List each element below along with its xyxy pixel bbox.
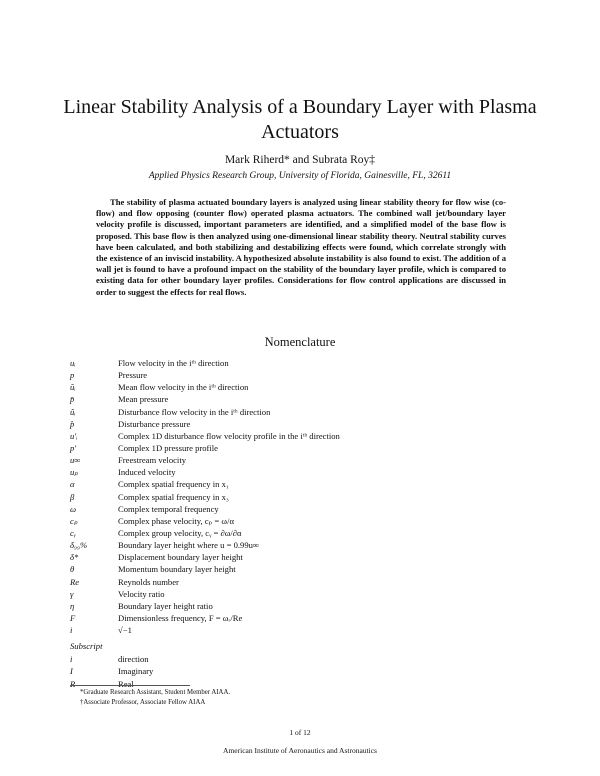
nomenclature-symbol: ω bbox=[70, 503, 77, 514]
subscript-heading: Subscript bbox=[70, 641, 103, 652]
page-number: 1 of 12 bbox=[289, 728, 311, 737]
nomenclature-definition: Complex spatial frequency in x₃ bbox=[118, 491, 229, 502]
nomenclature-symbol: η bbox=[70, 600, 75, 611]
nomenclature-row bbox=[70, 491, 540, 503]
nomenclature-symbol: ūᵢ bbox=[70, 382, 76, 393]
nomenclature-symbol: α bbox=[70, 479, 75, 490]
nomenclature-symbol: I bbox=[70, 666, 73, 677]
nomenclature-row bbox=[70, 466, 540, 478]
nomenclature-symbol: p̄ bbox=[70, 394, 75, 405]
paper-title: Linear Stability Analysis of a Boundary Layer with Plasma Actuators bbox=[63, 96, 537, 143]
nomenclature-definition: Complex 1D disturbance flow velocity profile in the iᵗʰ direction bbox=[118, 430, 340, 441]
nomenclature-symbol: i bbox=[70, 654, 73, 665]
nomenclature-row bbox=[70, 369, 540, 381]
footer-organization: American Institute of Aeronautics and Astronautics bbox=[223, 746, 377, 755]
nomenclature-heading: Nomenclature bbox=[264, 335, 336, 349]
nomenclature-symbol: δ* bbox=[70, 552, 79, 563]
nomenclature-definition: Flow velocity in the iᵗʰ direction bbox=[118, 358, 229, 368]
nomenclature-symbol: u′ᵢ bbox=[70, 430, 78, 441]
nomenclature-row bbox=[70, 665, 540, 677]
author-list: Mark Riherd* and Subrata Roy‡ bbox=[224, 154, 376, 166]
nomenclature-row bbox=[70, 442, 540, 454]
footnote-divider bbox=[70, 685, 190, 686]
nomenclature-definition: Mean pressure bbox=[118, 394, 169, 405]
nomenclature-definition: Imaginary bbox=[118, 666, 154, 677]
nomenclature-row bbox=[70, 357, 540, 369]
nomenclature-row bbox=[70, 454, 540, 466]
nomenclature-row bbox=[70, 406, 540, 418]
nomenclature-row bbox=[70, 393, 540, 405]
nomenclature-symbol: uᵢ bbox=[70, 358, 76, 368]
nomenclature-definition: Velocity ratio bbox=[118, 588, 165, 599]
nomenclature-symbol: γ bbox=[70, 588, 74, 599]
nomenclature-symbol: p′ bbox=[70, 442, 77, 453]
nomenclature-symbol: u∞ bbox=[70, 455, 81, 466]
nomenclature-symbol: F bbox=[70, 612, 76, 623]
footnote: †Associate Professor, Associate Fellow AIAA bbox=[80, 699, 206, 706]
nomenclature-row bbox=[70, 653, 540, 665]
nomenclature-row bbox=[70, 539, 540, 551]
nomenclature-definition: Momentum boundary layer height bbox=[118, 564, 236, 575]
nomenclature-definition: Real bbox=[118, 678, 134, 689]
nomenclature-definition: Mean flow velocity in the iᵗʰ direction bbox=[118, 382, 249, 393]
nomenclature-row bbox=[70, 418, 540, 430]
nomenclature-row bbox=[70, 515, 540, 527]
footnote: *Graduate Research Assistant, Student Member AIAA. bbox=[80, 689, 231, 696]
footnotes bbox=[80, 688, 230, 708]
nomenclature-definition: Displacement boundary layer height bbox=[118, 552, 243, 563]
nomenclature-definition: Reynolds number bbox=[118, 576, 179, 587]
nomenclature-definition: Complex temporal frequency bbox=[118, 503, 219, 514]
nomenclature-definition: Boundary layer height ratio bbox=[118, 600, 213, 611]
nomenclature-row bbox=[70, 478, 540, 490]
nomenclature-symbol: cₚ bbox=[70, 515, 78, 526]
abstract: The stability of plasma actuated boundary layers is analyzed using linear stability theory for flow wise (co-flow) and flow opposing (counter flow) operated plasma actuators. The combined wall jet/boundary layer velocity profile is discussed, important parameters are identified, and a simplified model of the base flow is proposed. This base flow is then analyzed using one-dimensional linear stability theory. Neutral stability curves have been calculated, and both stabilizing and destabilizing effects were found, which correlate strongly with the existence of an inviscid instability. A hypothesized absolute instability is also found to exist. The addition of a wall jet is found to have a profound impact on the stability of the boundary layer profile, which is compared to existing data for other boundary layer profiles. Considerations for flow control applications are discussed in order to suggest the effects for real flows. bbox=[96, 197, 507, 297]
nomenclature-definition: Complex spatial frequency in x₁ bbox=[118, 479, 229, 490]
nomenclature-symbol: β bbox=[70, 491, 75, 502]
nomenclature-definition: Induced velocity bbox=[118, 467, 176, 478]
nomenclature-definition: Freestream velocity bbox=[118, 455, 187, 466]
nomenclature-row bbox=[70, 527, 540, 539]
nomenclature-definition: Complex phase velocity, cₚ = ω/α bbox=[118, 515, 234, 526]
nomenclature-row bbox=[70, 551, 540, 563]
nomenclature-row bbox=[70, 381, 540, 393]
nomenclature-row bbox=[70, 563, 540, 575]
nomenclature-symbol: p bbox=[70, 370, 75, 381]
nomenclature-definition: direction bbox=[118, 654, 149, 665]
nomenclature-symbol: ûᵢ bbox=[70, 406, 76, 417]
nomenclature-row bbox=[70, 503, 540, 515]
nomenclature-symbol: uₚ bbox=[70, 467, 78, 478]
nomenclature-definition: Complex 1D pressure profile bbox=[118, 442, 218, 453]
nomenclature-symbol: R bbox=[70, 678, 76, 689]
nomenclature-definition: Disturbance flow velocity in the iᵗʰ direction bbox=[118, 406, 271, 417]
nomenclature-symbol: δ₉₉% bbox=[70, 540, 88, 551]
nomenclature-definition: Disturbance pressure bbox=[118, 418, 191, 429]
nomenclature-definition: Boundary layer height where u = 0.99u∞ bbox=[118, 540, 260, 551]
nomenclature-definition: Pressure bbox=[118, 370, 148, 381]
nomenclature-items bbox=[70, 357, 540, 636]
nomenclature-row bbox=[70, 624, 540, 636]
nomenclature-row bbox=[70, 430, 540, 442]
nomenclature-symbol: cᵧ bbox=[70, 527, 76, 538]
nomenclature-list bbox=[70, 357, 540, 690]
nomenclature-symbol: Re bbox=[70, 576, 80, 587]
nomenclature-definition: Complex group velocity, cᵧ = ∂ω/∂α bbox=[118, 527, 242, 538]
nomenclature-symbol: i bbox=[70, 625, 73, 636]
nomenclature-row bbox=[70, 588, 540, 600]
nomenclature-definition: √−1 bbox=[118, 625, 132, 636]
affiliation: Applied Physics Research Group, University of Florida, Gainesville, FL, 32611 bbox=[148, 171, 452, 181]
nomenclature-symbol: p̂ bbox=[70, 418, 75, 429]
nomenclature-row bbox=[70, 600, 540, 612]
nomenclature-row bbox=[70, 576, 540, 588]
nomenclature-definition: Dimensionless frequency, F = ωᵣ/Re bbox=[118, 612, 243, 623]
nomenclature-row bbox=[70, 612, 540, 624]
nomenclature-symbol: θ bbox=[70, 564, 75, 575]
